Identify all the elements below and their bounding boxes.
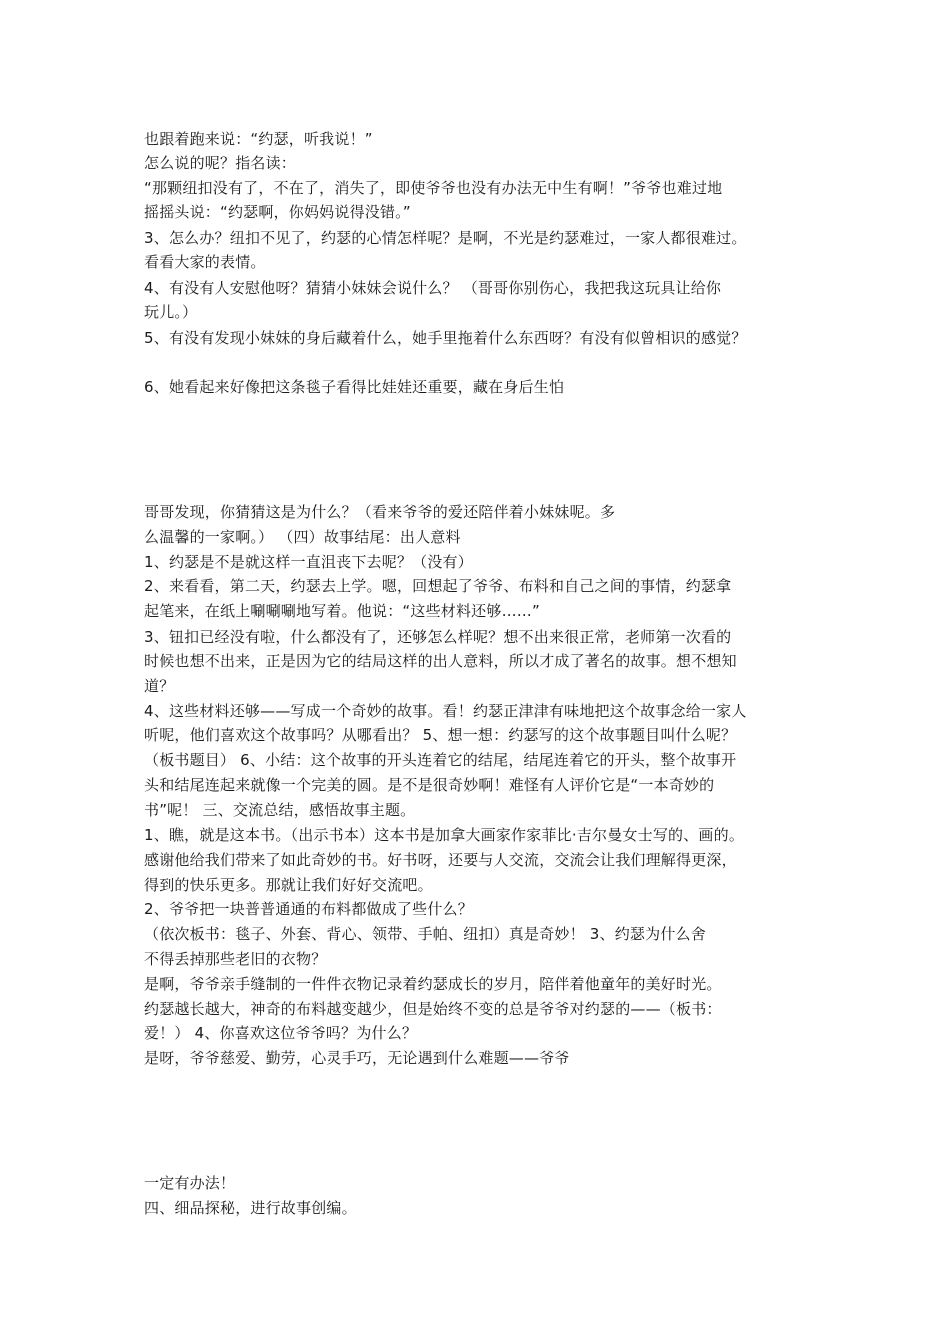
- text-line: 5、有没有发现小妹妹的身后藏着什么，她手里拖着什么东西呀？有没有似曾相识的感觉？: [144, 329, 747, 347]
- text-line: （依次板书：毯子、外套、背心、领带、手帕、纽扣）真是奇妙！ 3、约瑟为什么舍: [144, 925, 706, 943]
- text-line: 4、有没有人安慰他呀？猜猜小妹妹会说什么？ （哥哥你别伤心，我把我这玩具让给你: [144, 279, 722, 297]
- text-line: 摇摇头说：“约瑟啊，你妈妈说得没错。”: [144, 203, 411, 221]
- text-line: 爱！） 4、你喜欢这位爷爷吗？为什么？: [144, 1024, 418, 1042]
- text-line: 3、怎么办？纽扣不见了，约瑟的心情怎样呢？是啊，不光是约瑟难过，一家人都很难过。: [144, 229, 747, 247]
- text-line: 是呀，爷爷慈爱、勤劳，心灵手巧，无论遇到什么难题——爷爷: [144, 1049, 570, 1067]
- text-line: 怎么说的呢？指名读：: [144, 154, 297, 172]
- text-line: 约瑟越长越大，神奇的布料越变越少，但是始终不变的总是爷爷对约瑟的——（板书：: [144, 1000, 722, 1018]
- text-line: 头和结尾连起来就像一个完美的圆。是不是很奇妙啊！难怪有人评价它是“一本奇妙的: [144, 776, 715, 794]
- text-line: 得到的快乐更多。那就让我们好好交流吧。: [144, 876, 433, 894]
- text-line: 是啊，爷爷亲手缝制的一件件衣物记录着约瑟成长的岁月，陪伴着他童年的美好时光。: [144, 975, 722, 993]
- text-line: 1、约瑟是不是就这样一直沮丧下去呢？（没有）: [144, 553, 473, 571]
- text-line: 一定有办法！: [144, 1174, 236, 1192]
- text-line: 不得丢掉那些老旧的衣物？: [144, 950, 327, 968]
- text-line: 看看大家的表情。: [144, 253, 266, 271]
- text-line: 4、这些材料还够——写成一个奇妙的故事。看！约瑟正津津有味地把这个故事念给一家人: [144, 702, 747, 720]
- text-line: “那颗纽扣没有了，不在了，消失了，即使爷爷也没有办法无中生有啊！”爷爷也难过地: [144, 179, 723, 197]
- text-line: 2、爷爷把一块普普通通的布料都做成了些什么？: [144, 900, 473, 918]
- text-line: 时候也想不出来，正是因为它的结局这样的出人意料，所以才成了著名的故事。想不想知: [144, 652, 737, 670]
- text-line: 么温馨的一家啊。） （四）故事结尾：出人意料: [144, 528, 461, 546]
- text-line: 道？: [144, 677, 175, 695]
- text-line: 书”呢！ 三、交流总结，感悟故事主题。: [144, 801, 416, 819]
- text-line: 起笔来，在纸上唰唰唰地写着。他说：“这些材料还够……”: [144, 602, 540, 620]
- text-line: 感谢他给我们带来了如此奇妙的书。好书呀，还要与人交流，交流会让我们理解得更深，: [144, 851, 737, 869]
- text-line: 2、来看看，第二天，约瑟去上学。嗯，回想起了爷爷、布料和自己之间的事情，约瑟拿: [144, 577, 732, 595]
- text-line: 四、细品探秘，进行故事创编。: [144, 1199, 357, 1217]
- text-line: 也跟着跑来说：“约瑟，听我说！”: [144, 130, 373, 148]
- text-line: 6、她看起来好像把这条毯子看得比娃娃还重要，藏在身后生怕: [144, 378, 565, 396]
- text-line: 1、瞧，就是这本书。（出示书本）这本书是加拿大画家作家菲比·吉尔曼女士写的、画的。: [144, 826, 745, 844]
- text-line: 3、钮扣已经没有啦，什么都没有了，还够怎么样呢？想不出来很正常，老师第一次看的: [144, 628, 732, 646]
- text-line: 玩儿。）: [144, 303, 198, 321]
- text-line: 哥哥发现，你猜猜这是为什么？（看来爷爷的爱还陪伴着小妹妹呢。多: [144, 503, 616, 521]
- text-line: （板书题目） 6、小结：这个故事的开头连着它的结尾，结尾连着它的开头，整个故事开: [144, 751, 737, 769]
- text-line: 听呢，他们喜欢这个故事吗？从哪看出？ 5、想一想：约瑟写的这个故事题目叫什么呢？: [144, 726, 737, 744]
